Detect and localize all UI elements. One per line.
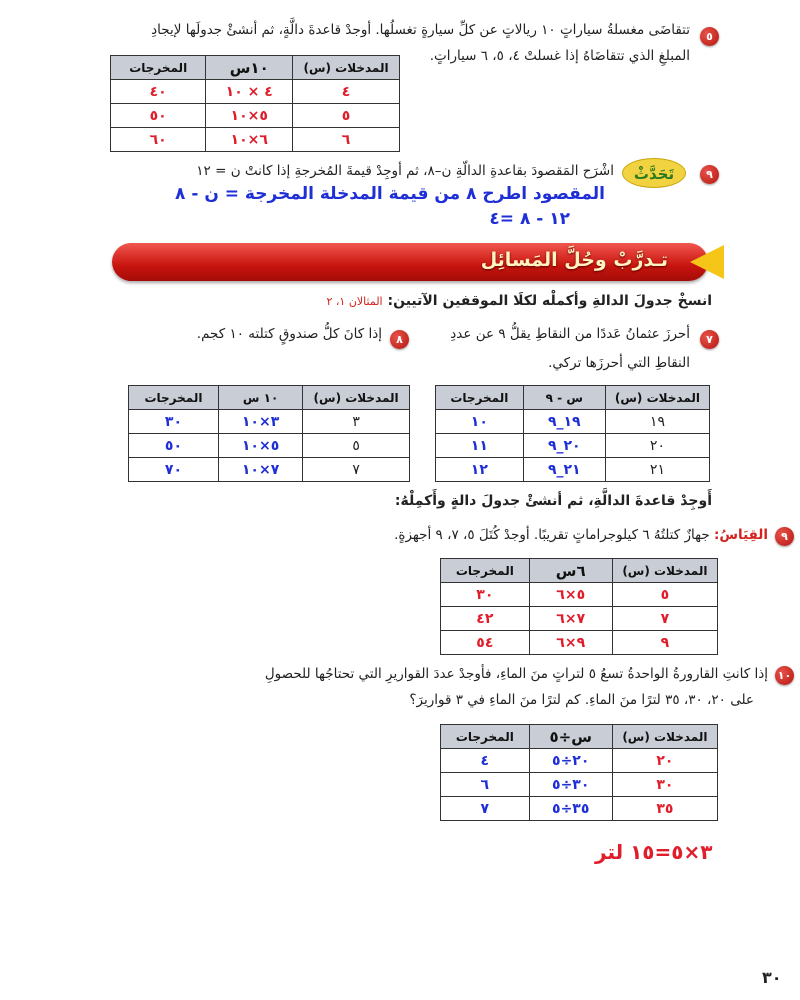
table-header-input: المدخلات (س)	[303, 386, 410, 410]
table-cell: ٧٠	[129, 458, 219, 482]
question-10-line-1: إذا كانتِ القارورةُ الواحدةُ تسعُ ٥ لتراتٍ منَ الماءِ، فأوجدْ عددَ القواريرِ التي تحتاجُها للحصولِ	[264, 666, 768, 682]
question-5-line-2: المبلغِ الذي تتقاضَاهُ إذا غسلتْ ٤، ٥، ٦ سياراتٍ.	[429, 48, 690, 64]
table-cell: ٣٥÷٥	[529, 797, 612, 821]
table-cell: ٧×٦	[529, 607, 612, 631]
table-row	[129, 458, 410, 482]
table-header-output: المخرجات	[129, 386, 219, 410]
table-header-output: المخرجات	[436, 386, 524, 410]
table-row	[441, 607, 718, 631]
table-header-input: المدخلات (س)	[612, 725, 717, 749]
table-cell: ١٩_٩	[523, 410, 605, 434]
table-cell: ٢٠_٩	[523, 434, 605, 458]
table-cell: ٥×٦	[529, 583, 612, 607]
page-number: ٣٠	[762, 968, 782, 987]
table-row	[111, 104, 400, 128]
table-header-output: المخرجات	[441, 559, 530, 583]
question-number-6: ٩	[700, 165, 719, 184]
table-cell: ٤٢	[441, 607, 530, 631]
banner-title: تـدرَّبْ وحُلَّ المَسائِل	[480, 249, 668, 271]
question-6-text: اشْرَح المَقصودَ بقاعدةِ الدالّةِ ن–٨، ثم أوجِدْ قيمةَ المُخرجةِ إذا كانتْ ن = ١٢	[196, 163, 614, 179]
table-cell: ٩×٦	[529, 631, 612, 655]
table-cell: ٣٠	[612, 773, 717, 797]
table-cell: ٦×١٠	[206, 128, 293, 152]
answer-6-line-2: ١٢ - ٨ =٤	[489, 209, 570, 229]
table-header-input: المدخلات (س)	[605, 386, 709, 410]
section-1-title: انسخْ جدولَ الدالةِ وأكملْه لكلَا الموقفين الآتيين:	[387, 293, 712, 309]
table-row	[111, 128, 400, 152]
table-cell: ٤ × ١٠	[206, 80, 293, 104]
table-cell: ٧	[303, 458, 410, 482]
table-row	[111, 80, 400, 104]
function-table-q7	[435, 385, 710, 482]
table-cell: ٤٠	[111, 80, 206, 104]
section-1-reference: المثالان ١، ٢	[326, 295, 383, 308]
table-cell: ٤	[441, 749, 530, 773]
table-row	[441, 631, 718, 655]
table-cell: ٣٠	[129, 410, 219, 434]
table-row	[129, 434, 410, 458]
table-header-rule: ١٠س	[206, 56, 293, 80]
question-9-line: جهازٌ كتلتُهُ ٦ كيلوجراماتٍ تقريبًا. أوجدْ كُتَلَ ٥، ٧، ٩ أجهزةٍ.	[394, 527, 710, 543]
table-header-rule: ١٠ س	[218, 386, 302, 410]
table-cell: ١٠	[436, 410, 524, 434]
table-cell: ٥	[612, 583, 717, 607]
table-row	[436, 458, 710, 482]
function-table-q8	[128, 385, 410, 482]
table-row	[441, 749, 718, 773]
table-header-output: المخرجات	[111, 56, 206, 80]
function-table-q5	[110, 55, 400, 152]
table-cell: ٣٥	[612, 797, 717, 821]
table-cell: ٧	[441, 797, 530, 821]
table-row	[441, 583, 718, 607]
table-header-rule: س - ٩	[523, 386, 605, 410]
banner-arrow-icon	[690, 245, 724, 279]
table-row	[436, 410, 710, 434]
table-cell: ٥	[293, 104, 400, 128]
section-2-title: أَوجِدْ قاعدةَ الدالَّةِ، ثم أنشئْ جدولَ دالةٍ وأَكمِلْهُ:	[394, 493, 712, 509]
question-number-5: ٥	[700, 27, 719, 46]
question-9-text	[394, 523, 768, 547]
table-cell: ٧×١٠	[218, 458, 302, 482]
table-cell: ٣٠	[441, 583, 530, 607]
question-7-line-2: النقاطِ التي أحرزَها تركي.	[548, 355, 690, 371]
table-cell: ١٢	[436, 458, 524, 482]
question-8-text: إذا كانَ كلُّ صندوقٍ كتلته ١٠ كجم.	[196, 326, 382, 342]
table-cell: ٧	[612, 607, 717, 631]
table-cell: ٥٠	[129, 434, 219, 458]
table-cell: ٩	[612, 631, 717, 655]
table-cell: ٦	[441, 773, 530, 797]
practice-banner	[112, 243, 708, 281]
table-cell: ٣٠÷٥	[529, 773, 612, 797]
table-cell: ٣×١٠	[218, 410, 302, 434]
question-5-line-1: تتقاضَى مغسلةُ سياراتٍ ١٠ ريالاتٍ عن كلِّ سيارةٍ تغسلُها. أوجدْ قاعدةَ دالَّةٍ، ثم أنشئْ جدولَها لإيجادِ	[151, 22, 690, 38]
table-row	[441, 773, 718, 797]
table-cell: ٥	[303, 434, 410, 458]
table-cell: ٥٤	[441, 631, 530, 655]
table-cell: ٥×١٠	[218, 434, 302, 458]
table-cell: ١١	[436, 434, 524, 458]
question-9-keyword: القِيَاسُ:	[713, 527, 768, 543]
table-cell: ٣	[303, 410, 410, 434]
question-10-line-2: على ٢٠، ٣٠، ٣٥ لترًا منَ الماءِ. كم لترًا منَ الماءِ في ٣ قواريرَ؟	[409, 692, 754, 708]
table-cell: ٢٠	[605, 434, 709, 458]
answer-10: ٣×٥=١٥ لتر	[595, 840, 713, 864]
table-cell: ١٩	[605, 410, 709, 434]
section-1-heading	[326, 293, 712, 309]
table-row	[436, 434, 710, 458]
question-7-line-1: أحرزَ عثمانُ عَددًا من النقاطِ يقلُّ ٩ عن عددِ	[450, 326, 690, 342]
table-cell: ٢٠	[612, 749, 717, 773]
function-table-q10	[440, 724, 718, 821]
question-number-9: ٩	[775, 527, 794, 546]
table-header-input: المدخلات (س)	[612, 559, 717, 583]
talk-badge	[622, 158, 686, 188]
table-header-input: المدخلات (س)	[293, 56, 400, 80]
table-cell: ٥×١٠	[206, 104, 293, 128]
table-cell: ٢٠÷٥	[529, 749, 612, 773]
table-row	[129, 410, 410, 434]
talk-badge-label: تَحَدَّثْ	[633, 165, 675, 183]
question-number-7: ٧	[700, 330, 719, 349]
table-row	[441, 797, 718, 821]
question-number-10: ١٠	[775, 666, 794, 685]
answer-6-line-1: المقصود اطرح ٨ من قيمة المدخلة المخرجة = ن - ٨	[175, 184, 605, 204]
table-header-rule: س÷٥	[529, 725, 612, 749]
table-header-rule: ٦س	[529, 559, 612, 583]
table-cell: ٦٠	[111, 128, 206, 152]
table-cell: ٢١	[605, 458, 709, 482]
table-header-output: المخرجات	[441, 725, 530, 749]
table-cell: ٦	[293, 128, 400, 152]
table-cell: ٢١_٩	[523, 458, 605, 482]
question-number-8: ٨	[390, 330, 409, 349]
function-table-q9	[440, 558, 718, 655]
table-cell: ٥٠	[111, 104, 206, 128]
table-cell: ٤	[293, 80, 400, 104]
